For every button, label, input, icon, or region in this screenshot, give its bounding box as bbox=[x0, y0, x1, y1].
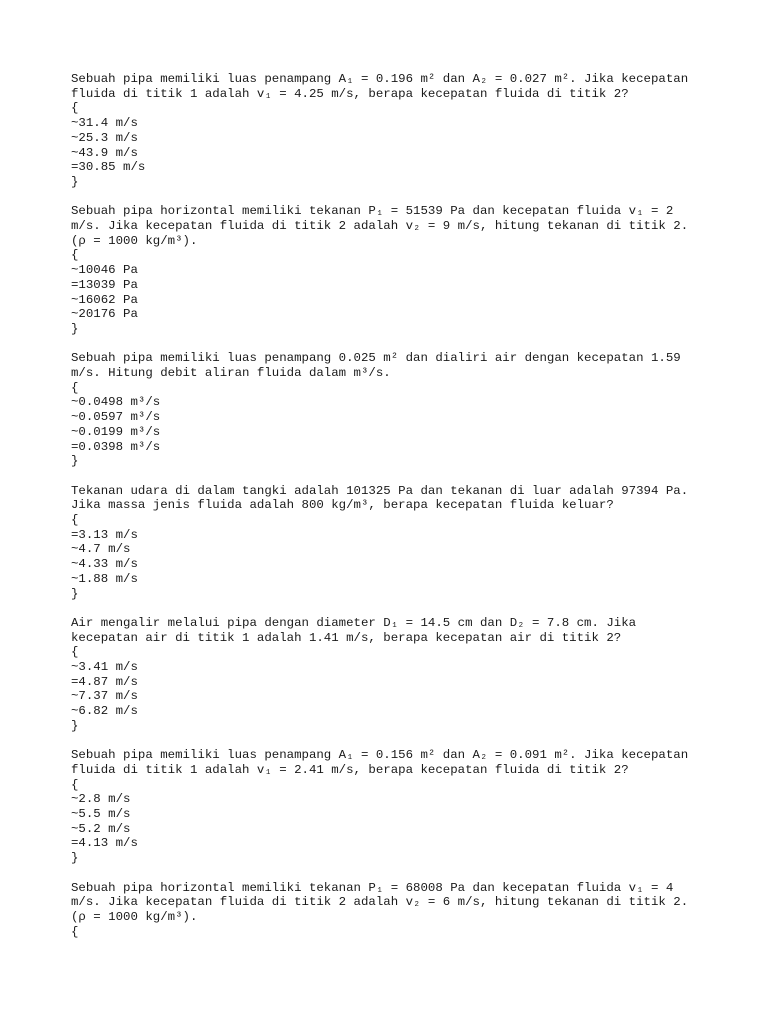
answer-option: ~31.4 m/s bbox=[71, 116, 138, 131]
answer-option: ~0.0498 m³/s bbox=[71, 395, 161, 410]
answer-option: ~3.41 m/s bbox=[71, 660, 138, 675]
open-brace: { bbox=[71, 248, 79, 263]
answer-option: ~43.9 m/s bbox=[71, 145, 138, 160]
open-brace: { bbox=[71, 645, 79, 660]
answer-option: ~5.5 m/s bbox=[71, 807, 131, 822]
answer-option: ~5.2 m/s bbox=[71, 821, 131, 836]
answer-option-correct: =0.0398 m³/s bbox=[71, 439, 161, 454]
question-5 bbox=[71, 616, 711, 734]
question-text: Sebuah pipa horizontal memiliki tekanan P₁ = 68008 Pa dan kecepatan fluida v₁ = 4 m/s. Jika kecepatan fluida di titik 2 adalah v₂ = 6 m/s, hitung tekanan di titik 2. (ρ = 1000 kg/m³). bbox=[71, 880, 689, 924]
question-text: Air mengalir melalui pipa dengan diameter D₁ = 14.5 cm dan D₂ = 7.8 cm. Jika kecepatan air di titik 1 adalah 1.41 m/s, berapa kecepatan air di titik 2? bbox=[71, 615, 637, 645]
close-brace: } bbox=[71, 321, 79, 336]
answer-option: ~16062 Pa bbox=[71, 292, 138, 307]
question-text: Sebuah pipa memiliki luas penampang 0.025 m² dan dialiri air dengan kecepatan 1.59 m/s. Hitung debit aliran fluida dalam m³/s. bbox=[71, 351, 681, 381]
question-4 bbox=[71, 484, 711, 602]
answer-option-correct: =4.87 m/s bbox=[71, 674, 138, 689]
answer-option: ~2.8 m/s bbox=[71, 792, 131, 807]
answer-option-correct: =13039 Pa bbox=[71, 277, 138, 292]
open-brace: { bbox=[71, 777, 79, 792]
close-brace: } bbox=[71, 454, 79, 469]
close-brace: } bbox=[71, 851, 79, 866]
answer-option: ~0.0199 m³/s bbox=[71, 424, 161, 439]
question-1 bbox=[71, 72, 711, 190]
document-page bbox=[71, 72, 711, 954]
close-brace: } bbox=[71, 586, 79, 601]
question-text: Tekanan udara di dalam tangki adalah 101325 Pa dan tekanan di luar adalah 97394 Pa. Jika massa jenis fluida adalah 800 kg/m³, berapa kecepatan fluida keluar? bbox=[71, 483, 689, 513]
question-text: Sebuah pipa memiliki luas penampang A₁ = 0.156 m² dan A₂ = 0.091 m². Jika kecepatan fluida di titik 1 adalah v₁ = 2.41 m/s, berapa kecepatan fluida di titik 2? bbox=[71, 748, 689, 777]
open-brace: { bbox=[71, 101, 79, 116]
answer-option: ~0.0597 m³/s bbox=[71, 410, 161, 425]
open-brace: { bbox=[71, 924, 79, 939]
answer-option: ~4.33 m/s bbox=[71, 557, 138, 572]
answer-option-correct: =4.13 m/s bbox=[71, 836, 138, 851]
open-brace: { bbox=[71, 513, 79, 528]
open-brace: { bbox=[71, 380, 79, 395]
close-brace: } bbox=[71, 174, 79, 189]
answer-option: ~10046 Pa bbox=[71, 263, 138, 278]
question-text: Sebuah pipa horizontal memiliki tekanan P₁ = 51539 Pa dan kecepatan fluida v₁ = 2 m/s. Jika kecepatan fluida di titik 2 adalah v₂ = 9 m/s, hitung tekanan di titik 2. (ρ = 1000 kg/m³). bbox=[71, 204, 689, 248]
question-6 bbox=[71, 748, 711, 866]
answer-option-correct: =30.85 m/s bbox=[71, 160, 146, 175]
answer-option-correct: =3.13 m/s bbox=[71, 527, 138, 542]
answer-option: ~7.37 m/s bbox=[71, 689, 138, 704]
answer-option: ~1.88 m/s bbox=[71, 571, 138, 586]
question-7 bbox=[71, 881, 711, 940]
answer-option: ~20176 Pa bbox=[71, 307, 138, 322]
question-text: Sebuah pipa memiliki luas penampang A₁ = 0.196 m² dan A₂ = 0.027 m². Jika kecepatan fluida di titik 1 adalah v₁ = 4.25 m/s, berapa kecepatan fluida di titik 2? bbox=[71, 72, 689, 101]
answer-option: ~4.7 m/s bbox=[71, 542, 131, 557]
close-brace: } bbox=[71, 718, 79, 733]
answer-option: ~6.82 m/s bbox=[71, 704, 138, 719]
answer-option: ~25.3 m/s bbox=[71, 130, 138, 145]
question-3 bbox=[71, 351, 711, 469]
question-2 bbox=[71, 204, 711, 336]
